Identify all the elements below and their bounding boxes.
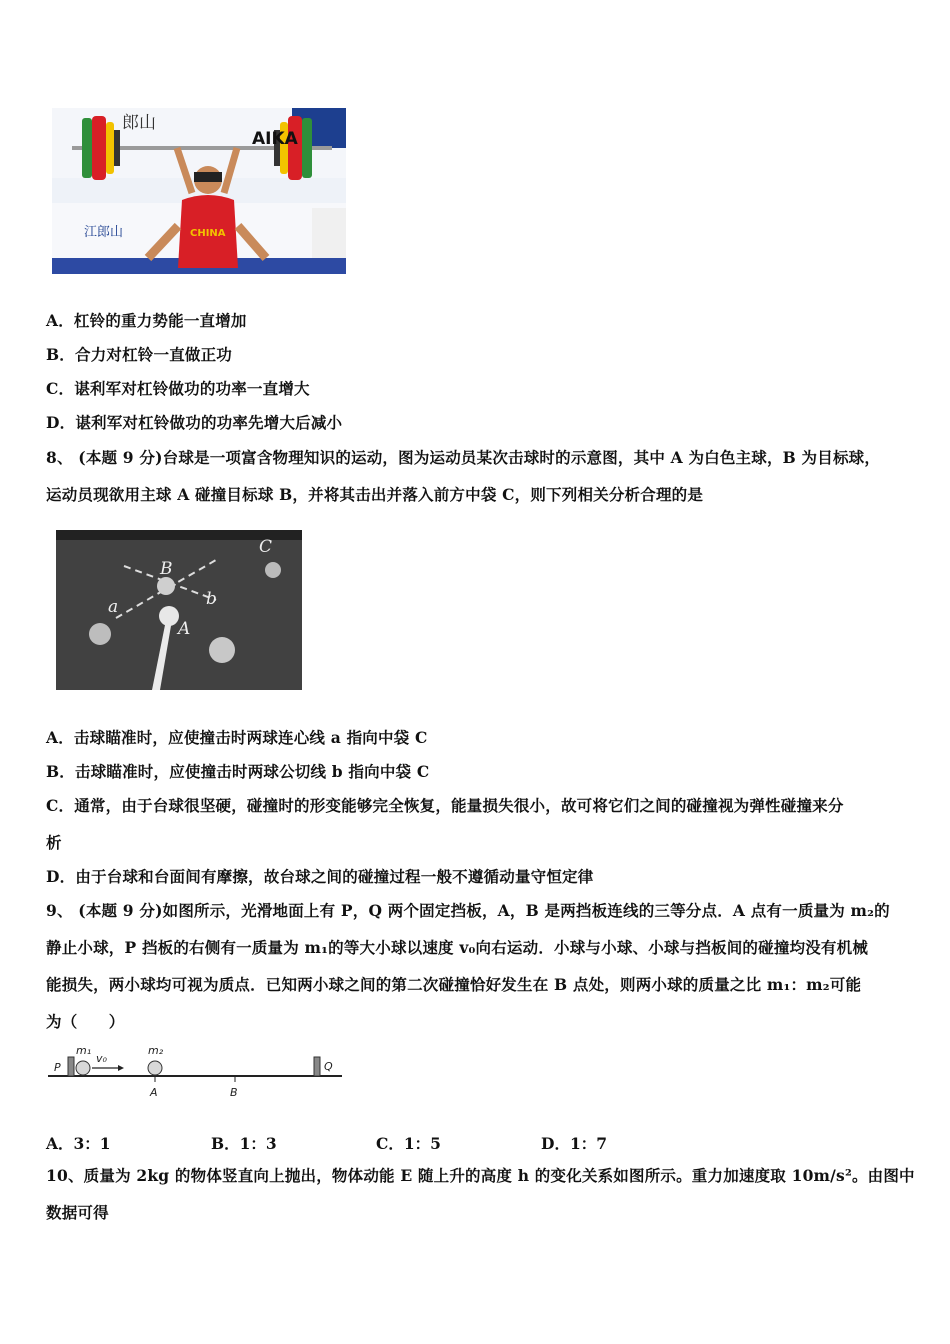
q9-option-c: C．1：5 bbox=[376, 1134, 441, 1153]
q8-option-a: A．击球瞄准时，应使撞击时两球连心线 a 指向中袋 C bbox=[46, 728, 428, 747]
q9-stem-line4: 为（ ） bbox=[46, 1012, 125, 1031]
billiards-illustration bbox=[56, 530, 302, 690]
q10-stem-line2: 数据可得 bbox=[46, 1203, 109, 1222]
label-q: Q bbox=[324, 1060, 333, 1073]
weightlifter-illustration bbox=[52, 108, 346, 274]
q8-option-c: C．通常，由于台球很坚硬，碰撞时的形变能够完全恢复，能量损失很小，故可将它们之间的碰撞视为弹性碰撞来分 bbox=[46, 796, 844, 815]
q8-stem-line1: 8、 (本题 9 分)台球是一项富含物理知识的运动，图为运动员某次击球时的示意图，其中 A 为白色主球，B 为目标球， bbox=[46, 448, 881, 467]
label-m1: m₁ bbox=[76, 1044, 92, 1057]
weightlifter-photo bbox=[52, 108, 346, 274]
q7-option-a: A．杠铃的重力势能一直增加 bbox=[46, 311, 247, 330]
q9-option-b: B．1：3 bbox=[211, 1134, 277, 1153]
q7-option-c: C．谌利军对杠铃做功的功率一直增大 bbox=[46, 379, 310, 398]
q7-option-b: B．合力对杠铃一直做正功 bbox=[46, 345, 233, 364]
q8-option-c-cont: 析 bbox=[46, 833, 62, 852]
label-b-line: b bbox=[206, 589, 217, 609]
ad-text: AIKA bbox=[252, 129, 298, 149]
label-m2: m₂ bbox=[148, 1044, 164, 1057]
label-point-b: B bbox=[230, 1086, 238, 1099]
q7-option-d: D．谌利军对杠铃做功的功率先增大后减小 bbox=[46, 413, 343, 432]
sign-text: 郎山 bbox=[122, 113, 156, 133]
jersey-text: CHINA bbox=[190, 228, 226, 239]
track-figure bbox=[46, 1040, 346, 1104]
q8-stem-line2: 运动员现欲用主球 A 碰撞目标球 B，并将其击出并落入前方中袋 C，则下列相关分析合理的是 bbox=[46, 485, 704, 504]
label-p: P bbox=[54, 1061, 61, 1074]
label-a-line: a bbox=[108, 597, 119, 617]
track-illustration bbox=[46, 1040, 346, 1104]
q10-stem-line1: 10、质量为 2kg 的物体竖直向上抛出，物体动能 E 随上升的高度 h 的变化关系如图所示。重力加速度取 10m/s²。由图中 bbox=[46, 1166, 915, 1185]
q9-stem-line2: 静止小球，P 挡板的右侧有一质量为 m₁的等大小球以速度 v₀向右运动．小球与小球、小球与挡板间的碰撞均没有机械 bbox=[46, 938, 869, 957]
label-point-a: A bbox=[150, 1086, 158, 1099]
billiards-figure bbox=[56, 530, 302, 690]
label-b: B bbox=[160, 559, 173, 579]
banner-text: 江郎山 bbox=[84, 225, 124, 240]
q9-option-d: D．1：7 bbox=[541, 1134, 608, 1153]
q9-stem-line3: 能损失，两小球均可视为质点．已知两小球之间的第二次碰撞恰好发生在 B 点处，则两小球的质量之比 m₁：m₂可能 bbox=[46, 975, 862, 994]
label-v0: v₀ bbox=[96, 1052, 107, 1065]
q8-option-d: D．由于台球和台面间有摩擦，故台球之间的碰撞过程一般不遵循动量守恒定律 bbox=[46, 867, 594, 886]
label-c: C bbox=[259, 537, 273, 557]
q9-stem-line1: 9、 (本题 9 分)如图所示，光滑地面上有 P，Q 两个固定挡板，A，B 是两挡板连线的三等分点．A 点有一质量为 m₂的 bbox=[46, 901, 890, 920]
q9-option-a: A．3：1 bbox=[46, 1134, 111, 1153]
q8-option-b: B．击球瞄准时，应使撞击时两球公切线 b 指向中袋 C bbox=[46, 762, 430, 781]
label-a-ball: A bbox=[178, 619, 191, 639]
